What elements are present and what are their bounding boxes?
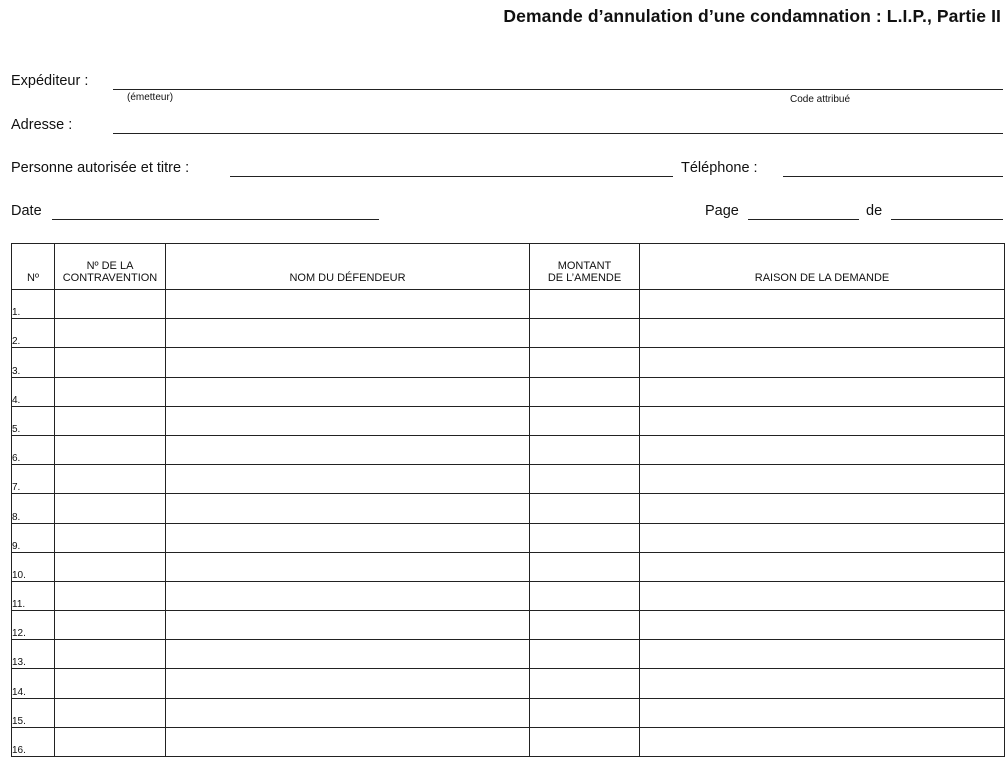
table-row bbox=[12, 552, 1005, 581]
request-reason-cell[interactable] bbox=[640, 669, 1005, 698]
table-header-row bbox=[12, 244, 1005, 290]
request-reason-cell[interactable] bbox=[640, 494, 1005, 523]
defendant-name-cell[interactable] bbox=[166, 406, 530, 435]
defendant-name-cell[interactable] bbox=[166, 669, 530, 698]
row-number: 15. bbox=[12, 698, 55, 727]
ticket-number-cell[interactable] bbox=[55, 377, 166, 406]
request-reason-cell[interactable] bbox=[640, 465, 1005, 494]
ticket-number-cell[interactable] bbox=[55, 669, 166, 698]
assigned-code-label: Code attribué bbox=[790, 94, 851, 105]
row-number: 11. bbox=[12, 581, 55, 610]
defendant-name-cell[interactable] bbox=[166, 727, 530, 756]
defendant-name-cell[interactable] bbox=[166, 377, 530, 406]
ticket-number-cell[interactable] bbox=[55, 435, 166, 464]
request-reason-cell[interactable] bbox=[640, 640, 1005, 669]
fine-amount-cell[interactable] bbox=[530, 581, 640, 610]
ticket-number-cell[interactable] bbox=[55, 698, 166, 727]
row-number: 12. bbox=[12, 611, 55, 640]
row-number: 14. bbox=[12, 669, 55, 698]
page-of-label: de bbox=[866, 203, 883, 219]
table-row bbox=[12, 348, 1005, 377]
request-reason-cell[interactable] bbox=[640, 290, 1005, 319]
fine-amount-cell[interactable] bbox=[530, 669, 640, 698]
fine-amount-cell[interactable] bbox=[530, 611, 640, 640]
row-number: 4. bbox=[12, 377, 55, 406]
ticket-number-cell[interactable] bbox=[55, 348, 166, 377]
row-number: 9. bbox=[12, 523, 55, 552]
fine-amount-cell[interactable] bbox=[530, 523, 640, 552]
fine-amount-cell[interactable] bbox=[530, 494, 640, 523]
row-number: 7. bbox=[12, 465, 55, 494]
row-number: 6. bbox=[12, 435, 55, 464]
header-request-reason: RAISON DE LA DEMANDE bbox=[640, 244, 1005, 290]
request-reason-cell[interactable] bbox=[640, 377, 1005, 406]
defendant-name-cell[interactable] bbox=[166, 552, 530, 581]
date-field[interactable] bbox=[52, 219, 379, 220]
request-reason-cell[interactable] bbox=[640, 552, 1005, 581]
header-fine-amount: MONTANT DE L’AMENDE bbox=[530, 244, 640, 290]
ticket-number-cell[interactable] bbox=[55, 640, 166, 669]
fine-amount-cell[interactable] bbox=[530, 435, 640, 464]
defendant-name-cell[interactable] bbox=[166, 640, 530, 669]
table-row bbox=[12, 406, 1005, 435]
form-title: Demande d’annulation d’une condamnation : L.I.P., Partie II bbox=[503, 6, 1001, 26]
fine-amount-cell[interactable] bbox=[530, 727, 640, 756]
fine-amount-cell[interactable] bbox=[530, 406, 640, 435]
defendant-name-cell[interactable] bbox=[166, 319, 530, 348]
defendant-name-cell[interactable] bbox=[166, 698, 530, 727]
phone-label: Téléphone : bbox=[681, 160, 758, 176]
request-reason-cell[interactable] bbox=[640, 406, 1005, 435]
table-row bbox=[12, 377, 1005, 406]
address-label: Adresse : bbox=[11, 117, 73, 133]
table-row bbox=[12, 611, 1005, 640]
row-number: 8. bbox=[12, 494, 55, 523]
sender-sublabel: (émetteur) bbox=[127, 92, 174, 103]
fine-amount-cell[interactable] bbox=[530, 319, 640, 348]
ticket-number-cell[interactable] bbox=[55, 319, 166, 348]
request-reason-cell[interactable] bbox=[640, 348, 1005, 377]
ticket-number-cell[interactable] bbox=[55, 523, 166, 552]
table-row bbox=[12, 290, 1005, 319]
defendant-name-cell[interactable] bbox=[166, 611, 530, 640]
ticket-number-cell[interactable] bbox=[55, 406, 166, 435]
table-row bbox=[12, 640, 1005, 669]
defendant-name-cell[interactable] bbox=[166, 523, 530, 552]
defendant-name-cell[interactable] bbox=[166, 348, 530, 377]
table-row bbox=[12, 523, 1005, 552]
row-number: 16. bbox=[12, 727, 55, 756]
row-number: 5. bbox=[12, 406, 55, 435]
ticket-number-cell[interactable] bbox=[55, 494, 166, 523]
defendant-name-cell[interactable] bbox=[166, 465, 530, 494]
row-number: 3. bbox=[12, 348, 55, 377]
ticket-number-cell[interactable] bbox=[55, 465, 166, 494]
page-total-field[interactable] bbox=[891, 219, 1003, 220]
fine-amount-cell[interactable] bbox=[530, 377, 640, 406]
table-row bbox=[12, 581, 1005, 610]
sender-label: Expéditeur : bbox=[11, 73, 89, 89]
ticket-number-cell[interactable] bbox=[55, 581, 166, 610]
request-reason-cell[interactable] bbox=[640, 611, 1005, 640]
ticket-number-cell[interactable] bbox=[55, 552, 166, 581]
authorized-person-label: Personne autorisée et titre : bbox=[11, 160, 190, 176]
ticket-number-cell[interactable] bbox=[55, 290, 166, 319]
authorized-person-field[interactable] bbox=[230, 176, 673, 177]
row-number: 2. bbox=[12, 319, 55, 348]
defendant-name-cell[interactable] bbox=[166, 494, 530, 523]
sender-field[interactable] bbox=[113, 89, 1003, 90]
header-number: Nº bbox=[12, 244, 55, 290]
fine-amount-cell[interactable] bbox=[530, 640, 640, 669]
phone-field[interactable] bbox=[783, 176, 1003, 177]
request-reason-cell[interactable] bbox=[640, 319, 1005, 348]
fine-amount-cell[interactable] bbox=[530, 290, 640, 319]
table-row bbox=[12, 698, 1005, 727]
row-number: 13. bbox=[12, 640, 55, 669]
fine-amount-cell[interactable] bbox=[530, 348, 640, 377]
table-row bbox=[12, 494, 1005, 523]
defendant-name-cell[interactable] bbox=[166, 435, 530, 464]
request-reason-cell[interactable] bbox=[640, 698, 1005, 727]
table-row bbox=[12, 669, 1005, 698]
header-ticket-number: Nº DE LA CONTRAVENTION bbox=[55, 244, 166, 290]
request-reason-cell[interactable] bbox=[640, 581, 1005, 610]
cancellation-table bbox=[11, 243, 1005, 757]
date-label: Date bbox=[11, 203, 42, 219]
fine-amount-cell[interactable] bbox=[530, 465, 640, 494]
page-number-field[interactable] bbox=[748, 219, 859, 220]
ticket-number-cell[interactable] bbox=[55, 727, 166, 756]
table-row bbox=[12, 727, 1005, 756]
row-number: 10. bbox=[12, 552, 55, 581]
fine-amount-cell[interactable] bbox=[530, 698, 640, 727]
address-field[interactable] bbox=[113, 133, 1003, 134]
table-row bbox=[12, 319, 1005, 348]
request-reason-cell[interactable] bbox=[640, 523, 1005, 552]
defendant-name-cell[interactable] bbox=[166, 581, 530, 610]
request-reason-cell[interactable] bbox=[640, 727, 1005, 756]
request-reason-cell[interactable] bbox=[640, 435, 1005, 464]
header-defendant-name: NOM DU DÉFENDEUR bbox=[166, 244, 530, 290]
fine-amount-cell[interactable] bbox=[530, 552, 640, 581]
table-row bbox=[12, 465, 1005, 494]
ticket-number-cell[interactable] bbox=[55, 611, 166, 640]
defendant-name-cell[interactable] bbox=[166, 290, 530, 319]
row-number: 1. bbox=[12, 290, 55, 319]
table-row bbox=[12, 435, 1005, 464]
page-label: Page bbox=[705, 203, 739, 219]
